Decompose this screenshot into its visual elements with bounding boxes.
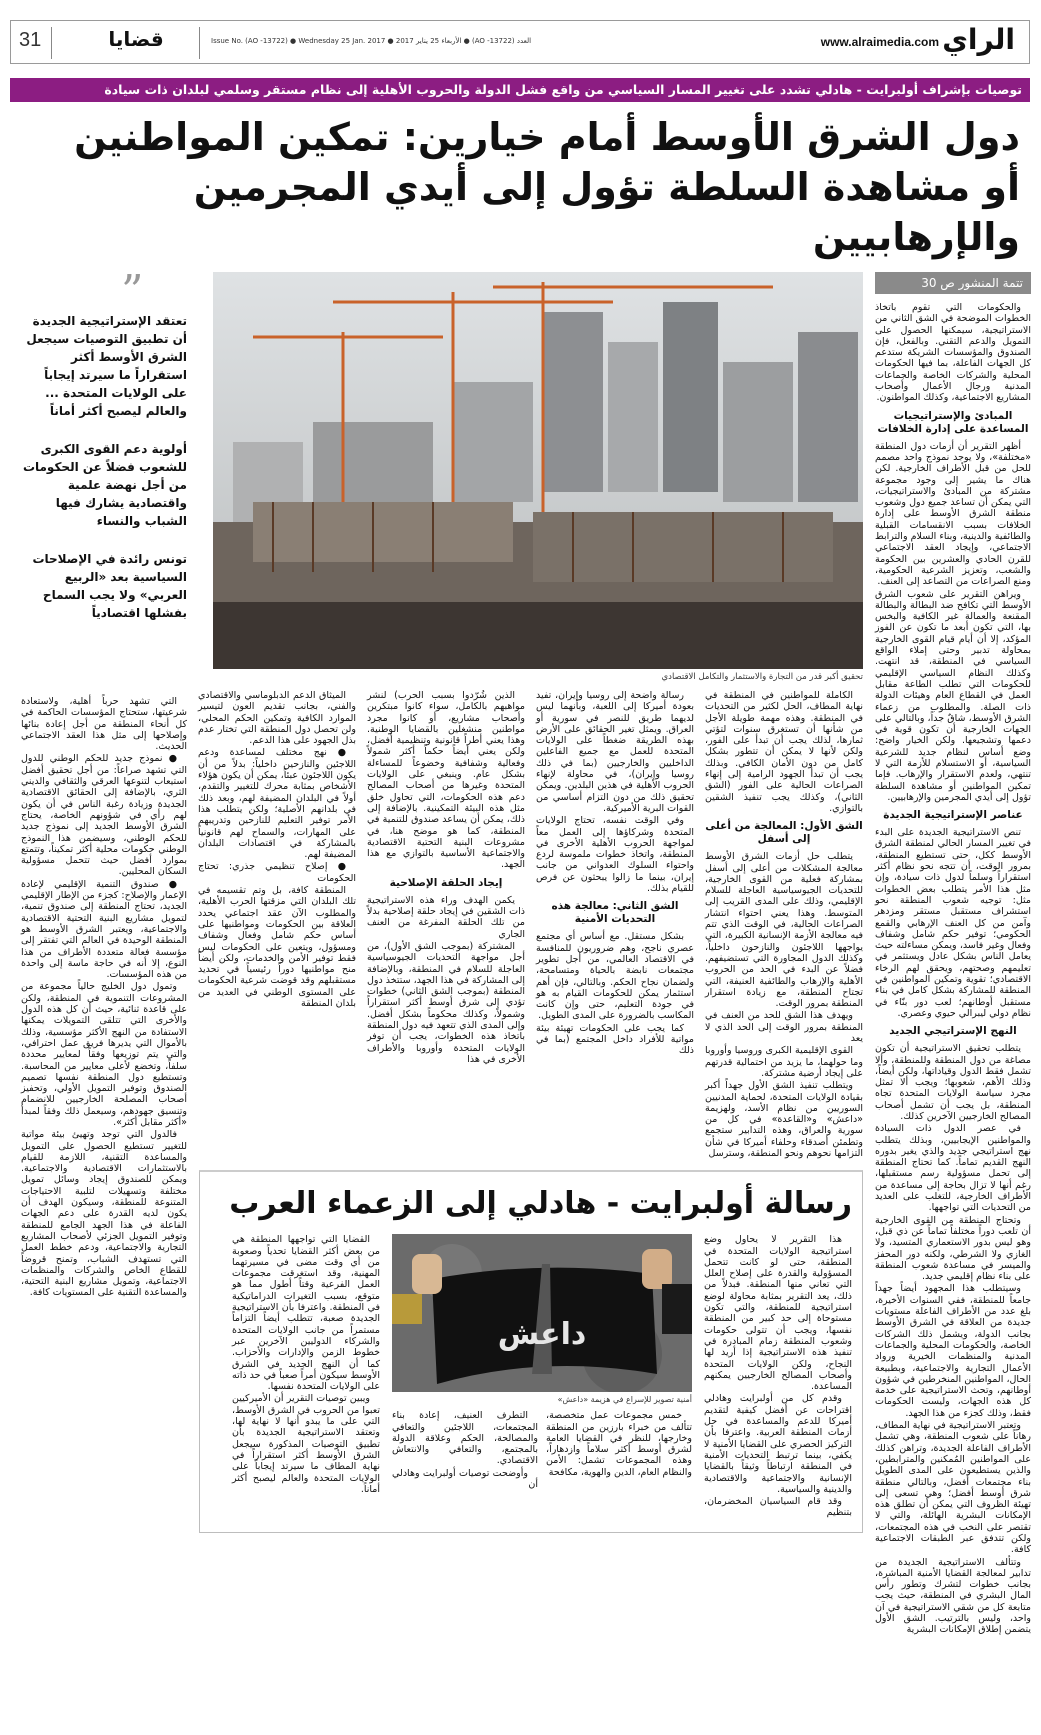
paragraph: وفي الوقت نفسه، تحتاج الولايات المتحدة وشركاؤها إلى العمل معاً لمواجهة الحروب الأهلية الأخرى في المنطقة، واتخاذ خطوات ملموسة لردع واحتواء السلوك العدواني من جانب إيران، بينما ما زالوا يبحثون عن فرص للقيام بذلك.	[536, 815, 694, 895]
paragraph: الذين شُرّدوا بسبب الحرب) لنشر مواهبهم بالكامل، سواء كانوا مبتكرين وأصحاب مشاريع، أو كانوا مجرد مواطنين منشغلين بالقضايا الوطنية. وهذا يعني أطراً قانونية وتنظيمية أفضل، ولكن يعني أيضاً حكماً أكثر شمولاً وفعالية وشفافية وخضوعاً للمساءلة بشكل عام. وينبغي على الولايات المتحدة وغيرها من أصحاب المصالح دعم هذه الحكومات، التي تحاول خلق مثل هذه البيئة التمكينية. بالإضافة إلى ذلك، يمكن أن يساعد صندوق للتنمية في المنطقة، كما هو موضح هنا، في مشروعات البنية التحتية الاقتصادية والاجتماعية الأساسية بالتوازي مع هذا الجهد.	[367, 690, 525, 871]
paragraph: وتتألف الاستراتيجية الجديدة من تدابير لمعالجة القضايا الأمنية المباشرة، بجانب خطوات لتشرك وتطور رأس المال البشري في المنطقة، حيث يجب متابعة كل من شقي الاستراتيجية في آن واحد، وليس بالترتيب. الشق الأول يتضمن إطلاق الإمكانات البشرية	[875, 1556, 1031, 1636]
paragraph: ● نهج مختلف لمساعدة ودعم اللاجئين والنازحين داخلياً: بدلاً من أن يكون اللاجئون عبئاً، يمكن أن يكون هؤلاء الأشخاص بمثابة محرك للتغيير والتقدم، أولاً في البلدان المضيفة لهم، وبعد ذلك في بلدانهم الأصلية؛ ولكن يتطلب هذا الأمر توفير التعليم للنازحين وتدريبهم على المهارات، والسماح لهم قانونياً بالمشاركة في اقتصادات البلدان المضيفة لهم.	[198, 747, 356, 861]
section-name: قضايا	[108, 27, 164, 51]
paragraph: المنطقة كافة، بل وتم تقسيمه في تلك البلدان التي مزقتها الحرب الأهلية، والمطلوب الآن عقد اجتماعي يحدد العلاقة بين الحكومات ومواطنيها على أساس حكم شامل وفعال وشفاف ومسؤول، ويتعين على الحكومات ليس فقط توفير الأمن والخدمات، ولكن أيضاً منح مواطنيها دوراً رئيسياً في تحديد مستقبلهم وقد قوضت شرعية الحكومات على المستوى الوطني في العديد من بلدان المنطقة	[198, 885, 356, 1010]
paragraph: تنص الاستراتيجية الجديدة على البدء في تغيير المسار الحالي لمنطقة الشرق الأوسط ككل، حتى تستطيع المنطقة، بمرور الوقت، أن تتجه نحو نظام أكثر استقراراً وسلماً لدول ذات سيادة، وإن مثل هذا الأمر يتطلب بعض الخطوات مثل: توجيه شعوب المنطقة نحو استشراف مستقبل مستقر ومزدهر وآمن من كل العنف الإرهابي والقمع الحكومي؛ توفير حكم شامل وشفاف وفعال وغير فاسد، ويمكن مساءلته حيث يعامل الناس بشكل عادل ويستثمر في تعليمهم وصحتهم، ويحقق لهم الرخاء الاقتصادي؛ تقوية وتمكين المواطنين في المنطقة للمشاركة بشكل كامل في بناء مستقبل أوطانهم؛ لعب دور بنّاء في نظام دولي ليبرالي حيوي وعصري.	[875, 827, 1031, 1019]
paragraph: يتطلب تحقيق الاستراتيجية أن تكون مصاغة من دول المنطقة وللمنطقة، وألا تشمل فقط الدول وقياداتها، ولكن أيضاً، وذلك الأهم، شعوبها؛ ويجب ألا تمثل مجرد سياسة الولايات المتحدة تجاه المنطقة، بل يجب أن تشمل أصحاب المصالح الخارجيين الآخرين كذلك.	[875, 1043, 1031, 1122]
paragraph: وقدم كل من أولبرايت وهادلي اقتراحات عن أفضل كيفية لتقديم أميركا للدعم والمساعدة في حل أزمات المنطقة العربية. واعترفا بأن التركيز الحصري على القضايا الأمنية لا يكفي، بينما ترتبط التحديات الأمنية في المنطقة ارتباطاً وثيقاً بالقضايا الإنسانية والاجتماعية والاقتصادية والدينية والسياسية.	[704, 1393, 852, 1495]
subheading: الشق الأول: المعالجة من أعلى إلى أسفل	[705, 820, 863, 846]
paragraph: يتطلب حل أزمات الشرق الأوسط معالجة المشكلات من أعلى إلى أسفل بمشاركة فعلية من القوى الخارجية، للتحديات الجيوسياسية العاجلة للسلام الإقليمي، وذلك على المدى القريب إلى المتوسط. وهذا يعني احتواء انتشار الصراعات الحالية، في الوقت الذي تتم فيه معالجة الأزمة الإنسانية الكبيرة، التي يواجهها اللاجئون والنازحون داخلياً، وكذلك الدول المجاورة التي تستضيفهم. فضلاً عن البدء في الحد من الحروب الأهلية والإرهاب والطائفية العنيفة، التي تجتاح المنطقة، مع زيادة استقرار المنطقة بمرور الوقت.	[705, 851, 863, 1010]
paragraph: وأوضحت توصيات أولبرايت وهادلي أن	[392, 1467, 538, 1491]
sidebar-column	[392, 1410, 538, 1491]
website-url[interactable]: www.alraimedia.com	[820, 35, 939, 49]
article-column	[705, 690, 863, 1160]
subheading: الشق الثاني: معالجة هذه التحديات الأمنية	[551, 900, 679, 926]
paragraph: أظهر التقرير أن أزمات دول المنطقة «مختلفة»، ولا يوجد نموذج واحد مصمم للحل من قبل الأطراف الخارجية. لكن هناك ما يشير إلى وجود مجموعة مشتركة من المبادئ والاستراتيجيات، التي يمكن أن تساعد جميع دول وشعوب منطقة الشرق الأوسط على إدارة الخلافات بسبب الانقسامات القبلية والطائفية والدينية، وبناء السلام والترابط الاجتماعي، وإيجاد العقد الاجتماعي للقرن الحادي والعشرين بين الحكومة والشعب، وتعزيز الشرعية الحكومية، ومنع الصراعات من التصاعد إلى العنف.	[875, 440, 1031, 588]
quote-mark-icon: ”	[121, 266, 144, 317]
headline-line-2: أو مشاهدة السلطة تؤول إلى أيدي المجرمين والإرهابيين	[193, 165, 1020, 259]
paragraph: وتحتاج المنطقة من القوى الخارجية أن تلعب دوراً مختلفاً تماماً عن ذي قبل، وهو ليس بدور الاستعماري المتسيد، ولا الغازي ولا الشرطي، ولكنه دور المحفز والميسر في مساعدة شعوب المنطقة على بناء نظام إقليمي جديد.	[875, 1214, 1031, 1283]
paragraph: وتمول دول الخليج حالياً مجموعة من المشروعات التنموية في المنطقة، ولكن على قاعدة ثنائية، حيث أن كل هذه الدول والأخرى التي تتلقى التمويلات يمكنها الاستفادة من النهج الأكثر مؤسسية، وذلك بالأموال التي يديرها فريق عمل احترافي، والتي يتم توزيعها وفقاً لمعايير محددة سلفاً، وتخضع لأعلى معايير من المحاسبة. وتستطيع دول المنطقة نفسها تصميم الصندوق وتوفير التمويل الأولي، وتحفيز أصحاب المصلحة الخارجيين للانضمام وتنسيق جهودهم، وسيعمل ذلك وفقاً لمبدأ «أكثر مقابل أكثر».	[21, 981, 187, 1128]
photo-caption: أمنية تصوير للإسراع في هزيمة «داعش»	[557, 1395, 692, 1405]
paragraph: ● صندوق التنمية الإقليمي لإعادة الإعمار والإصلاح: كجزء من الإطار الإقليمي الجديد، تحتاج المنطقة إلى صندوق تنمية، لتمويل مشاريع البنية التحتية الاقتصادية والاجتماعية، ويعتبر الشرق الأوسط هو المنطقة الوحيدة في العالم التي تفتقر إلى مؤسسة فعالة متعددة الأطراف من هذا النوع، إلا أنه في حاجة ماسة إلى واحدة من هذه المؤسسات.	[21, 878, 187, 981]
divider	[51, 27, 52, 59]
paragraph: يكمن الهدف وراء هذه الاستراتيجية ذات الشقين في إيجاد حلقة إصلاحية بدلاً من تلك الحلقة المفرغة من العنف الجاري	[367, 894, 525, 940]
pull-quote: أولوية دعم القوى الكبرى للشعوب فضلاً عن الحكومات من أجل نهضة علمية واقتصادية يشارك فيها الشباب والنساء	[22, 442, 187, 528]
continued-from-label: تتمة المنشور ص 30	[875, 272, 1031, 294]
sidebar-article-box	[199, 1170, 863, 1532]
banner-strapline: توصيات بإشراف أولبرايت - هادلي تشدد على تغيير المسار السياسي من واقع فشل الدولة والحروب الأهلية إلى نظام مستقر وسلمي لبلدان ذات سيادة	[10, 78, 1030, 102]
paragraph: ويهدف هذا الشق للحد من العنف في المنطقة بمرور الوقت إلى الحد الذي لا يعد	[705, 1010, 863, 1045]
masthead	[10, 20, 1030, 64]
article-column	[536, 690, 694, 1058]
paragraph: التطرف العنيف، إعادة بناء المجتمعات، اللاجئين والتعافي والمصالحة، الحكم وعلاقة الدولة بالمجتمع، والتعافي والانتعاش الاقتصادي.	[392, 1410, 538, 1467]
paragraph: خمس مجموعات عمل متخصصة، تتألف من خبراء بارزين من المنطقة وخارجها، للنظر في القضايا العامة لشرق أوسط أكثر سلاماً وازدهاراً، وهذه المجموعات تشمل: الأمن والنظام العام، الدين والهوية، مكافحة	[546, 1410, 692, 1478]
newspaper-logo: الراي	[942, 23, 1015, 56]
headline-line-1: دول الشرق الأوسط أمام خيارين: تمكين المواطنين	[74, 115, 1020, 159]
subheading: النهج الإستراتيجي الجديد	[889, 1025, 1017, 1038]
article-column	[367, 690, 525, 1066]
paragraph: التي تشهد حرباً أهلية، ولاستعادة شرعيتها، ستحتاج المؤسسات الحاكمة في كل أنحاء المنطقة من أجل إعادة بنائها وإصلاحها إلى مثل هذا العقد الاجتماعي الحديث.	[21, 696, 187, 753]
column-row	[199, 690, 863, 1160]
paragraph: القضايا التي تواجهها المنطقة هي من بعض أكثر القضايا تحدياً وصعوبة من أي وقت مضى في مسيرتهما المهنية، وقد استغرقت مجموعات العمل الفرعية وقتاً أطول مما هو متوقع، بسبب التغيرات الدراماتيكية في المنطقة. واعترفا بأن الاستراتيجية الجديدة صعبة، تتطلب أيضاً التزاماً مستمراً من جانب الولايات المتحدة والشركاء الدوليين الآخرين عبر خطوط الزمن والإدارات والأحزاب. كما أن النهج الجديد في الشرق الأوسط سيكون أمراً صعباً في حد ذاته على الولايات المتحدة نفسها.	[232, 1234, 380, 1393]
paragraph: هذا التقرير لا يحاول وضع استراتيجية الولايات المتحدة في المنطقة، حتى لو كانت تتحمل المسؤولية والقدرة على إصلاح العلل التي تعاني منها المنطقة. فبدلاً من ذلك، يعد التقرير بمثابة محاولة لوضع استراتيجية للمنطقة، والتي تكون مستوحاة إلى حد كبير من المنطقة نفسها، ويجب أن تتولى حكومات وشعوب المنطقة زمام المبادرة في تنفيذ هذه الاستراتيجية إذا أريد لها النجاح، ولكن الولايات المتحدة وأصحاب المصالح الخارجيين يمكنهم المساعدة.	[704, 1234, 852, 1393]
subheading: إيجاد الحلقة الإصلاحية	[389, 876, 503, 889]
paragraph: وقد قام السياسيان المخضرمان، بتنظيم	[704, 1496, 852, 1519]
center-area	[199, 272, 863, 1533]
paragraph: وسيتطلب هذا المجهود أيضاً جهداً جامعاً للمنطقة، ففي السنوات الأخيرة، بلغ عدد من الأطراف الفاعلة مستويات جديدة من العلاقة في الشرق الأوسط بجانب الدولة، ويشمل ذلك الشركات الخاصة، والحكومات المحلية والجماعات المدنية والمنظمات الخيرية ورواد الأعمال التجارية والاجتماعية، وبطبيعة الحال، المواطنين المنخرطين في شؤون أوطانهم، وتحث الاستراتيجية على خدمة كل هذه الجهات، وليست الحكومات فقط، وذلك كجزء من هذا الجهد.	[875, 1283, 1031, 1419]
paragraph: وتعتبر الاستراتيجية في نهاية المطاف، رهاناً على شعوب المنطقة، وهي تشمل الأطراف الفاعلة الجديدة، وتراهن كذلك على المواطنين المُمكنين والمترابطين، والذين يستطيعون على المدى الطويل بناء مجتمعات أفضل، وبالتالي منطقة شرق أوسط أفضل؛ وهي تسعى إلى تهيئة الظروف التي يمكن أن تطلق هذه الإمكانات البشرية الهائلة، والتي لا تقتصر على النخب في هذه المجتمعات، ولكن تتدفق عبر الطبقات الاجتماعية كافة.	[875, 1420, 1031, 1556]
paragraph: ويتطلب تنفيذ الشق الأول جهداً أكبر بقيادة الولايات المتحدة، لحماية المدنيين السوريين من نظام الأسد، ولهزيمة «داعش» و«القاعدة» في كل من سورية والعراق، وهذه التدابير ستجمع وتطمئن أصدقاء وحلفاء أميركا في شأن التزامها نحوهم ونحو المنطقة، وسترسل	[705, 1080, 863, 1159]
paragraph: ● نموذج جديد للحكم الوطني للدول التي تشهد صراعاً: من أجل تحقيق أفضل استيعاب لتنوعها العرقي والثقافي والديني الثري، بالإضافة إلى الحقائق الاقتصادية الجديدة وزيادة رغبة الناس في أن يكون لهم رأي في شؤونهم الخاصة، يحتاج الشرق الأوسط الجديد إلى نموذج جديد للحكم الوطني، وسيضمن هذا النموذج الوطني حكومات محلية أكثر تمكيناً، وتتمتع بموارد أفضل حيث تتحمل مسؤولية السكان المحليين.	[21, 753, 187, 878]
pull-quote: تعتقد الإستراتيجية الجديدة أن تطبيق التوصيات سيجعل الشرق الأوسط أكثر استقراراً ما سيرتد إيجاباً على الولايات المتحدة ... والعالم ليصبح أكثر أماناً	[26, 314, 187, 418]
paragraph: فالدول التي توجد وتهيئ بيئة مواتية للتغيير تستطيع الحصول على التمويل والمساعدة التقنية، اللازمة للقيام بالاستثمارات الاقتصادية والاجتماعية. ويمكن للصندوق إيجاد وسائل تمويل مختلفة وتسهيلات لتلبية الاحتياجات المتنوعة للمنطقة، وسيكون الهدف أن يكون لديه القدرة على دعم الجهات الفاعلة في هذا الجهد الجامع للمنطقة وتوفير التمويل الجزئي لأصحاب المشاريع التجارية والاجتماعية، ودعم خطط العمل التي تستهدف الشباب، وتمنح قروضاً للقطاع الخاص والشركات والمنظمات الاجتماعية، وتمويل مشاريع البنية التحتية، والمساعدة التقنية على المستويات كافة.	[21, 1129, 187, 1299]
paragraph: في عصر الدول ذات السيادة والمواطنين الإيجابيين، وبذلك يتطلب نهج استراتيجي جديد والذي يغير بدوره النهج القديم تماماً. كما تحتاج المنطقة إلى تحمل مسؤولية رسم مستقبلها، رغم أنها لا تزال بحاجة إلى مساعدة من الأطراف الخارجية، للتغلب على العديد من التحديات التي تواجهها.	[875, 1123, 1031, 1214]
sidebar-headline: رسالة أولبرايت - هادلي إلى الزعماء العرب	[229, 1186, 852, 1222]
sidebar-center	[392, 1234, 692, 1491]
paragraph: ● إصلاح تنظيمي جذري: تحتاج الحكومات	[198, 861, 356, 884]
page-body	[10, 266, 1031, 1637]
paragraph: والحكومات التي تقوم باتخاذ الخطوات الموضحة في الشق الثاني من الاستراتيجية، سيمكنها الحصول على التمويل والدعم التقني. وبالفعل، فإن الصندوق والمؤسسات الشريكة ستدعم كل الجهات الفاعلة، بما فيها الحكومات المحلية والشركات الخاصة والجماعات المدنية ورجال الأعمال وأصحاب المشاريع الاجتماعية، وكذلك المواطنون.	[875, 302, 1031, 404]
sidebar-column	[546, 1410, 692, 1479]
page-number: 31	[19, 29, 42, 51]
paragraph: كما يجب على الحكومات تهيئة بيئة مواتية للأفراد داخل المجتمع (بما في ذلك	[536, 1022, 694, 1057]
sidebar-mini-columns	[392, 1410, 692, 1491]
flag-lettering: داعش	[497, 1317, 587, 1353]
divider	[199, 27, 200, 59]
paragraph: ويبين توصيات التقرير أن الأميركيين تعبوا من الحروب في الشرق الأوسط، التي على ما يبدو أنها لا نهاية لها، وتعتقد الاستراتيجية الجديدة بأن تطبيق التوصيات المذكورة سيجعل الشرق الأوسط أكثر استقراراً في نهاية المطاف ما سيرتد إيجاباً على الولايات المتحدة والعالم ليصبح أكثر أماناً.	[232, 1393, 380, 1495]
paragraph: الكاملة للمواطنين في المنطقة في نهاية المطاف، الحل لكثير من التحديات في المنطقة. وهذه مهمة طويلة الأجل من شأنها أن تستغرق سنوات لتؤتي ثمارها، لذلك يجب أن تبدأ على الفور، ولكن لأنها لا يمكن أن تتطور بشكل كامل من دون الأمان الكافي. وبذلك يجب أن تبدأ الجهود الرامية إلى إنهاء الصراعات الحالية على الفور (الشق الثاني)، وكذلك يجب تنفيذ الشقين بالتوازي.	[705, 690, 863, 814]
subheading: عناصر الإستراتيجية الجديدة	[883, 809, 1023, 822]
article-column	[21, 696, 187, 1299]
sidebar-column	[232, 1234, 380, 1496]
paragraph: القوى الإقليمية الكبرى وروسيا وأوروبا وما حولهما، ما يزيد من احتمالية قدرتهم على إيجاد أرضية مشتركة.	[705, 1045, 863, 1079]
photo-caption: تحقيق أكبر قدر من التجارة والاستثمار والتكامل الاقتصادي	[661, 672, 863, 682]
main-headline	[10, 112, 1020, 262]
construction-photo	[213, 272, 863, 669]
paragraph: بشكل مستقل. مع أساس أي مجتمع عصري ناجح، وهم ضروريون للمنافسة في الاقتصاد العالمي، من أجل تطوير مجتمعات نابضة بالحياة ومتسامحة، ولضمان نجاح الحكم. وبالتالي، فإن أهم استثمار يمكن للحكومات القيام به هو في جودة التعليم، حتى وإن كانت المكاسب بالضرورة على المدى الطويل.	[536, 931, 694, 1022]
isis-flag-photo	[392, 1234, 692, 1392]
pull-quotes	[21, 266, 187, 692]
paragraph: المشتركة (بموجب الشق الأول)، من أجل مواجهة التحديات الجيوسياسية العاجلة للسلام في المنطقة، وبالإضافة إلى المشاركة في هذا الجهد، ستتخذ دول المنطقة (بموجب الشق الثاني) خطوات تؤدي إلى شرق أوسط أكثر استقراراً وشمولاً، وكذلك محكوماً بشكل أفضل. وإلى المدى الذي تتعهد فيه دول المنطقة باتخاذ هذه الخطوات، يجب أن توفر الولايات المتحدة وأوروبا والأطراف الأخرى في هذا	[367, 940, 525, 1065]
left-column-area	[21, 266, 187, 1300]
subheading: المبادئ والإستراتيجيات المساعدة على إدارة الخلافات	[877, 409, 1029, 435]
paragraph: ويراهن التقرير على شعوب الشرق الأوسط التي تكافح ضد البطالة والبطالة المقنعة والعمالة غير الكافية والبخس بها، التي تكون أبعد ما تكون عن الفوز المؤكد، إلا أن أيام قيام القوى الخارجية بمحاولة تدبير وحتى إملاء الواقع السياسي في المنطقة، قد انتهت. وكذلك النظام السياسي الإقليمي للحكومات التي تطلب الطاعة مقابل العمل في القطاع العام وهيئات الدولة ذات الصلة. والمطلوب من زعماء الشرق الأوسط، شاقٌ جداً، وبالتالي على الجهات الخارجية أن تكون قوية في دعمها وتشجيعها. ولكن الخيار واضح: وضع أساس لنظام جديد للشرعية السياسية، أو الاستسلام للأزمة التي لا تنتهي، ولعدم الاستقرار والإرهاب. فإما تمكين المواطنين أو مشاهدة السلطة تؤول إلى أيدي المجرمين والإرهابيين.	[875, 588, 1031, 803]
pull-quote: تونس رائدة في الإصلاحات السياسية بعد «الربيع العربي» ولا يجب السماح بفشلها اقتصادياً	[32, 552, 187, 620]
article-column	[198, 690, 356, 1010]
issue-info: العدد (AO -13722) ● الأربعاء 25 يناير 2017 ● Issue No. (AO -13722) ● Wednesday 25 Jan. 2017	[211, 37, 532, 45]
right-column-area	[875, 272, 1031, 1637]
sidebar-column	[704, 1234, 852, 1519]
paragraph: رسالة واضحة إلى روسيا وإيران، تفيد بعودة أميركا إلى اللعبة، وبأنهما ليس لديهما طريق للنصر في سورية أو العراق. ويمثل تغير الحقائق على الأرض بهذه الطريقة ضغطاً على الولايات المتحدة للعمل مع جميع الفاعلين الداخليين والخارجيين (بما في ذلك روسيا وإيران)، في محاولة لإنهاء الحروب الأهلية في هذين البلدين. ويمكن تحقيق ذلك من دون التزام أساسي من القوات البرية الأميركية.	[536, 690, 694, 814]
article-column	[875, 302, 1031, 1636]
paragraph: الميثاق الدعم الدبلوماسي والاقتصادي والفني، بجانب تقديم العون لتيسير الموارد الكافية وتمكين الحكم المحلي، ولن تحصل دول المنطقة التي تختار عدم بذل الجهود على هذا الدعم.	[198, 690, 356, 747]
sidebar-body	[210, 1234, 852, 1519]
